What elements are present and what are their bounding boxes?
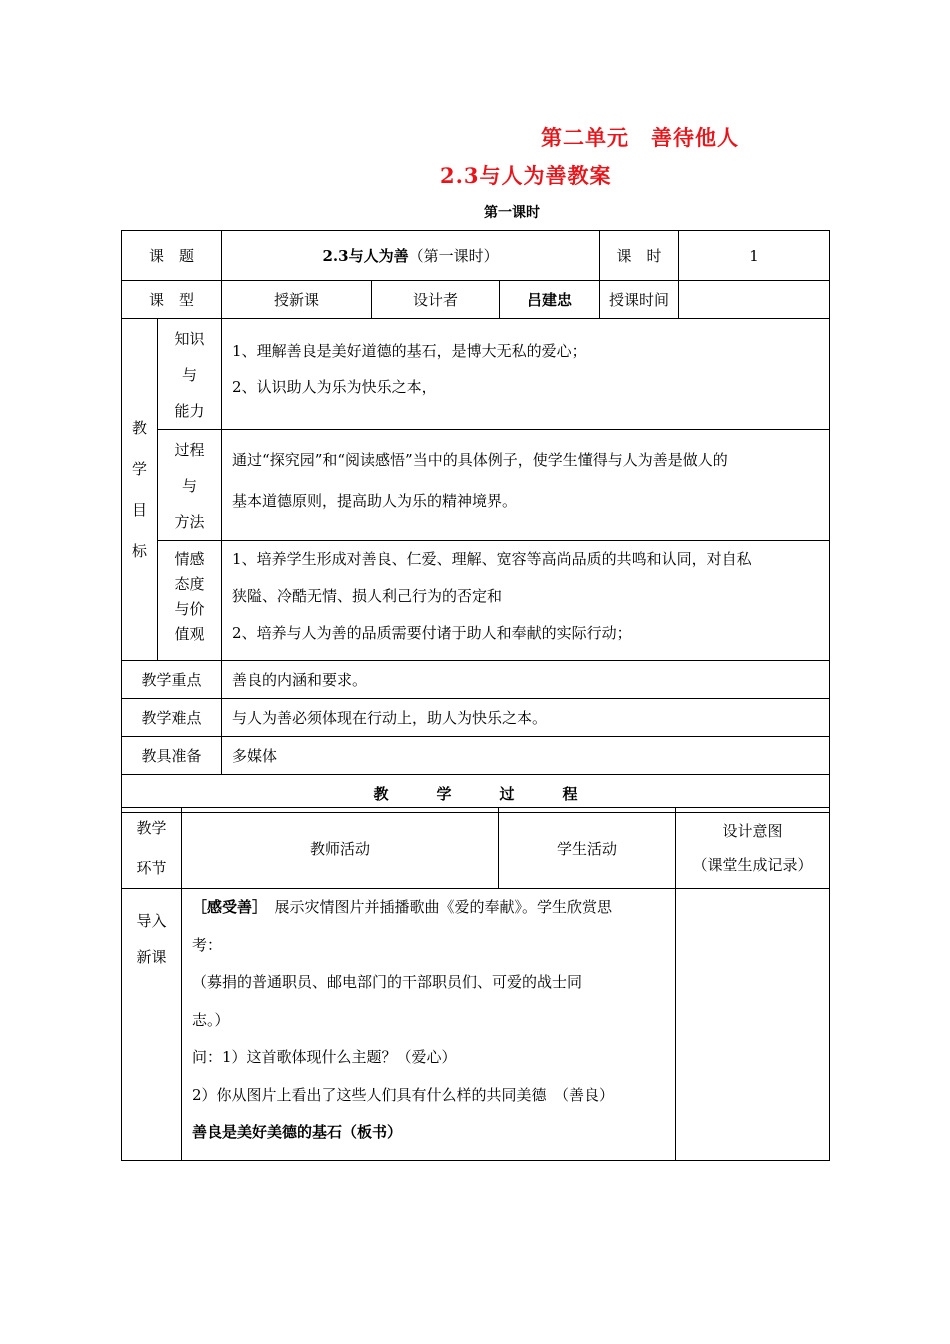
emotion-label-line: 态度 [174,575,205,593]
lesson-plan-table [121,230,830,813]
intro-line: 考： [192,935,223,954]
student-col-header: 学生活动 [499,808,676,889]
key-points-row [122,661,830,699]
emotion-line: 1、培养学生形成对善良、仁爱、理解、宽容等高尚品质的共鸣和认同，对自私 [232,550,752,568]
topic-value [222,231,600,281]
objective-knowledge-row [122,319,830,430]
emotion-label-line: 值观 [174,625,205,643]
objectives-label [122,319,158,661]
difficulty-value: 与人为善必须体现在行动上，助人为快乐之本。 [222,699,830,737]
knowledge-content [222,319,830,430]
objectives-label-char: 学 [131,459,147,478]
objectives-label-char: 教 [131,418,147,437]
lesson-title: 2.3与人为善教案 [440,163,612,188]
process-content [222,430,830,541]
materials-row [122,737,830,775]
objective-process-row [122,430,830,541]
intro-stage-line: 新课 [136,948,167,966]
knowledge-line: 1、理解善良是美好道德的基石，是博大无私的爱心； [232,342,587,360]
emotion-label-line: 与价 [174,600,205,618]
process-label [158,430,222,541]
knowledge-line: 2、认识助人为乐为快乐之本， [232,378,437,396]
objectives-label-char: 标 [131,541,147,560]
type-value: 授新课 [222,281,372,319]
emotion-content [222,541,830,661]
emotion-line: 2、培养与人为善的品质需要付诸于助人和奉献的实际行动； [232,624,632,642]
stage-col-line: 环节 [136,859,167,877]
topic-value-suffix: （第一课时） [408,247,499,265]
process-header-char: 程 [562,785,578,803]
process-label-line: 方法 [174,513,205,531]
designer-value: 吕建忠 [500,281,600,319]
intro-line: 问：1）这首歌体现什么主题？（爱心） [192,1048,457,1066]
process-table [121,807,830,1161]
time-label: 授课时间 [600,281,679,319]
session-title: 第一课时 [484,205,540,221]
knowledge-label-line: 与 [182,366,198,384]
stage-col-header [122,808,182,889]
topic-value-main: 2.3与人为善 [322,247,409,265]
process-header-char: 学 [436,785,452,803]
objectives-label-char: 目 [131,500,147,519]
teacher-col-header: 教师活动 [182,808,499,889]
intro-line-text: 展示灾情图片并插播歌曲《爱的奉献》。学生欣赏思 [259,898,613,916]
intro-content [182,889,676,1161]
intent-col-line: 设计意图 [722,822,783,840]
difficulty-label: 教学难点 [122,699,222,737]
intro-line: 志。） [192,1010,230,1029]
stage-col-line: 教学 [136,819,167,837]
intro-line-board: 善良是美好美德的基石（板书） [192,1123,403,1141]
process-line: 通过“探究园”和“阅读感悟”当中的具体例子，使学生懂得与人为善是做人的 [232,451,728,469]
emotion-label-line: 情感 [174,550,205,568]
materials-value: 多媒体 [222,737,830,775]
key-points-label: 教学重点 [122,661,222,699]
materials-label: 教具准备 [122,737,222,775]
intro-row [122,889,830,1161]
intro-line [192,889,665,927]
intro-stage-line: 导入 [136,912,167,930]
intro-tag: ［感受善］ [192,898,260,916]
time-value [679,281,830,319]
hours-label: 课 时 [600,231,679,281]
knowledge-label-line: 知识 [174,330,205,348]
process-label-line: 过程 [174,441,205,459]
topic-label: 课 题 [122,231,222,281]
intro-intent [676,889,830,1161]
process-line: 基本道德原则，提高助人为乐的精神境界。 [232,492,518,510]
intent-col-line: （课堂生成记录） [692,856,813,874]
key-points-value: 善良的内涵和要求。 [222,661,830,699]
process-label-line: 与 [182,477,198,495]
intent-col-header [676,808,830,889]
knowledge-label-line: 能力 [174,402,205,420]
process-header-char: 教 [373,785,389,803]
intro-line: 2）你从图片上看出了这些人们具有什么样的共同美德 （善良） [192,1085,615,1104]
emotion-label [158,541,222,661]
process-columns-row [122,808,830,889]
type-label: 课 型 [122,281,222,319]
process-header-char: 过 [499,785,515,803]
difficulty-row [122,699,830,737]
designer-label: 设计者 [372,281,500,319]
objective-emotion-row [122,541,830,661]
hours-value: 1 [679,231,830,281]
topic-row [122,231,830,281]
emotion-line: 狭隘、冷酷无情、损人利己行为的否定和 [232,587,503,605]
intro-stage [122,889,182,1161]
intro-line: （募捐的普通职员、邮电部门的干部职员们、可爱的战士同 [192,973,583,991]
type-row [122,281,830,319]
knowledge-label [158,319,222,430]
unit-title: 第二单元 善待他人 [541,125,739,150]
